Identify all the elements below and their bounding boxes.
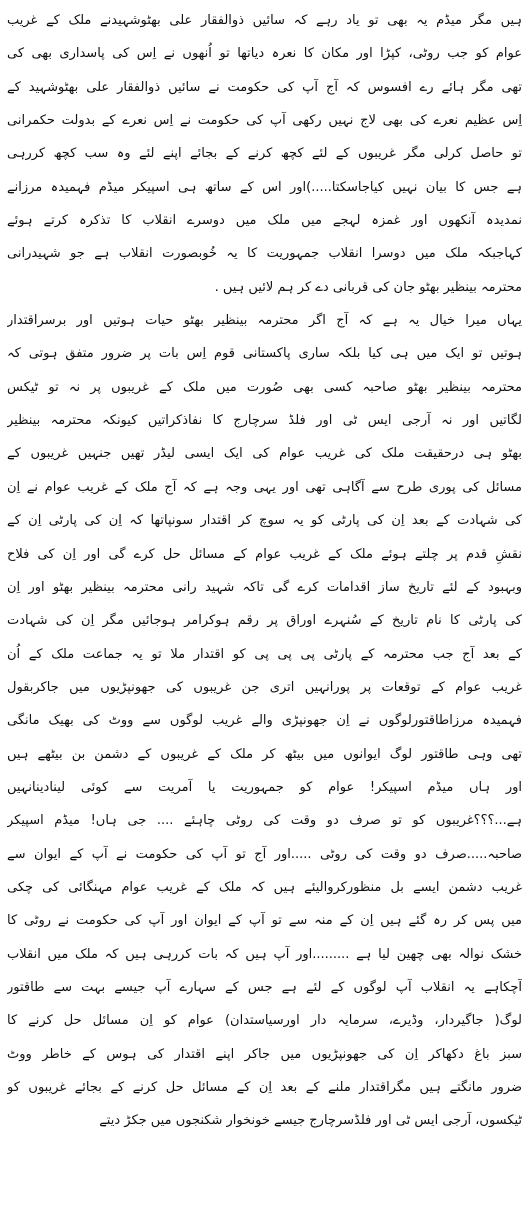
paragraph	[7, 304, 522, 1138]
text-line: اِس عظیم نعرے کی بھی لاج نہیں رکھی آپ کی حکومت نے اِس نعرے کے بدولت حکمرانی	[7, 113, 522, 129]
text-line: یہاں میرا خیال یہ ہے کہ آج اگر محترمہ بینظیر بھٹو حیات ہوتیں اور برسراقتدار	[7, 313, 522, 329]
text-line: کہاجبکہ ملک میں دوسرا انقلاب جمہوریت کا یہ خُوبصورت انقلاب ہے جو شہیدرانی	[7, 246, 522, 262]
text-line: نمدیدہ آنکھوں اور غمزہ لہجے میں ملک میں دوسرے انقلاب کا تذکرہ کرتے ہوئے	[7, 213, 522, 229]
text-line: ہوتیں تو ایک میں ہی کیا بلکہ ساری پاکستانی قوم اِس بات پر ضرور متفق ہوتی کہ	[7, 346, 522, 362]
text-line: صاحبہ.....صرف دو وقت کی روٹی .....اور آج تو آپ کی حکومت نے آپ کے ایوان سے	[7, 846, 522, 862]
text-line: ٹیکسوں، آرجی ایس ٹی اور فلڈسرچارج جیسے خونخوار شکنجوں میں جکڑ دیتے	[99, 1113, 522, 1129]
text-line: کی پارٹی کا نام تاریخ کے سُنہرے اوراق پر رقم ہوکرامر ہوجائیں مگر اِن کی شہادت	[7, 613, 522, 629]
text-line: نقشِ قدم پر چلتے ہوئے ملک کے غریب عوام کے مسائل حل کرے گی اور اِن کی فلاح	[7, 546, 522, 562]
paragraph	[7, 4, 522, 304]
text-line: لگاتیں اور نہ آرجی ایس ٹی اور فلڈ سرچارج کا نفاذکراتیں کیونکہ محترمہ بینظیر	[7, 413, 522, 429]
text-line: محترمہ بینظیر بھٹو صاحبہ کسی بھی صُورت میں ملک کے غریبوں پر نہ تو ٹیکس	[7, 379, 522, 395]
text-line: وبہبود کے لئے تاریخ ساز اقدامات کرے گی تاکہ شہید رانی محترمہ بینظیر بھٹو اور اِن	[7, 579, 522, 595]
text-line: اور ہاں میڈم اسپیکر! عوام کو جمہوریت یا آمریت سے کوئی لینادینانہیں	[7, 779, 522, 795]
text-line: کی شہادت کے بعد اِن کی پارٹی کو یہ سوچ کر اقتدار سونپاتھا کہ اِن کی پارٹی اِن کے	[7, 513, 522, 529]
text-line: کے بعد آج جب محترمہ کے پارٹی پی پی پی کو اقتدار ملا تو یہ جماعت ملک کے اُن	[7, 646, 522, 662]
text-line: ہے جس کا بیان نہیں کیاجاسکتا.....)اور اس کے ساتھ ہی اسپیکر میڈم فہمیدہ مرزانے	[7, 179, 522, 195]
text-line: فہمیدہ مرزاطاقتورلوگوں نے اِن جھونپڑی والے غریب لوگوں سے ووٹ کی بھیک مانگی	[7, 713, 522, 729]
text-line: غریب دشمن ایسے بل منظورکروالیئے ہیں کہ ملک کے غریب عوام مہنگائی کی چکی	[7, 879, 522, 895]
text-line: محترمہ بینظیر بھٹو جان کی قربانی دے کر ہم لائیں ہیں .	[214, 279, 522, 295]
text-line: ہے...؟؟؟غریبوں کو تو صرف دو وقت کی روٹی چاہئے .... جی ہاں! میڈم اسپیکر	[7, 813, 522, 829]
text-line: سبز باغ دکھاکر اِن کی جھونپڑیوں میں جاکر اپنے اقتدار کی ہوس کے خاطر ووٹ	[7, 1046, 522, 1062]
text-line: تھی مگر ہائے رے افسوس کہ آج آپ کی حکومت نے سائیں ذوالفقار علی بھٹوشہید کے	[7, 79, 522, 95]
text-line: خشک نوالہ بھی چھین لیا ہے .........اور آپ ہیں کہ بات کررہی ہیں کہ ملک میں انقلاب	[7, 946, 522, 962]
text-line: تو حاصل کرلی مگر غریبوں کے لئے کچھ کرنے کے بجائے اپنے لئے وہ سب کچھ کررہی	[7, 146, 522, 162]
text-line: آچکاہے یہ انقلاب آپ لوگوں کے لئے ہے جس کے سہارے آپ جیسے بہت سے طاقتور	[7, 979, 522, 995]
text-line: تھی وہی طاقتور لوگ ایوانوں میں بیٹھ کر ملک کے غریبوں کے دشمن بن بیٹھے ہیں	[7, 746, 522, 762]
text-line: ہیں مگر میڈم یہ بھی تو یاد رہے کہ سائیں ذوالفقار علی بھٹوشہیدنے ملک کے غریب	[7, 13, 522, 28]
text-line: غریب عوام کے توقعات پر پورانہیں اتری جن غریبوں کی جھونپڑیوں میں جاکربقول	[7, 679, 522, 695]
text-line: عوام کو جب روٹی، کپڑا اور مکان کا نعرہ دیاتھا تو اُنھوں نے اِس کی پاسداری بھی کی	[7, 46, 522, 62]
text-line: بھٹو ہی درحقیقت ملک کی غریب عوام کی ایک ایسی لیڈر تھیں جنہیں غریبوں کے	[7, 446, 522, 462]
text-line: لوگ( جاگیردار، وڈیرے، سرمایہ دار اورسیاستدان) عوام کو اِن مسائل حل کرنے کا	[7, 1013, 522, 1029]
text-line: مسائل کی پوری طرح سے آگاہی تھی اور یہی وجہ ہے کہ آج ملک کے غریب عوام نے اِن	[7, 479, 522, 495]
text-line: ضرور مانگتے ہیں مگراقتدار ملنے کے بعد اِن کے مسائل حل کرنے کے بجائے غریبوں کو	[7, 1080, 522, 1095]
text-line: میں پس کر رہ گئے ہیں اِن کے منہ سے تو آپ کے ایوان اور آپ کی حکومت نے روٹی کا	[7, 913, 522, 929]
